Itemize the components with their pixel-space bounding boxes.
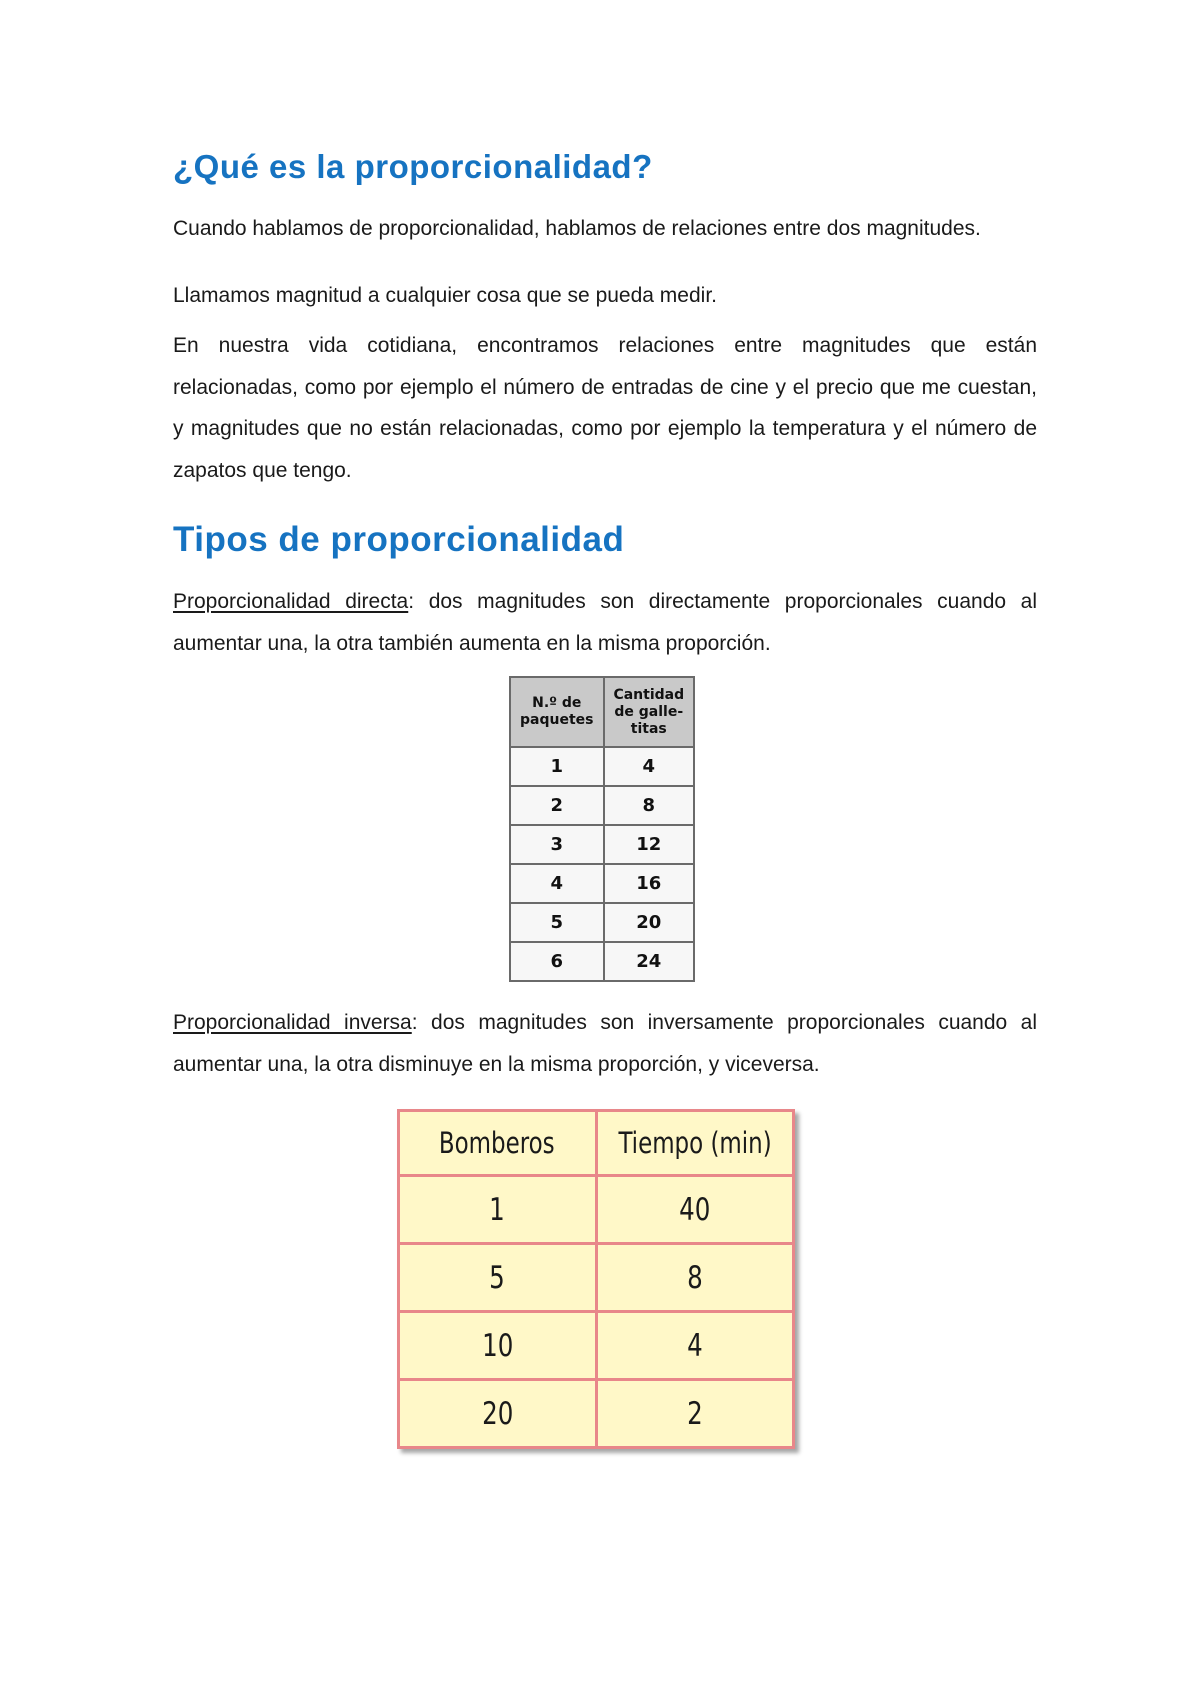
cell: 5 — [399, 1244, 597, 1312]
table-row — [399, 1312, 794, 1380]
cell: 8 — [604, 786, 694, 825]
cell: 1 — [510, 747, 604, 786]
cell: 1 — [399, 1176, 597, 1244]
table-header-row — [399, 1111, 794, 1176]
cell: 4 — [604, 747, 694, 786]
text-directa: : dos magnitudes son directamente proporcionales cuando al aumentar una, la otra también aumenta en la misma proporción. — [173, 590, 1037, 655]
table-directa — [509, 676, 695, 982]
table-header-row — [510, 677, 694, 747]
term-directa: Proporcionalidad directa — [173, 590, 409, 613]
header-paquetes: N.º de paquetes — [510, 677, 604, 747]
cell: 8 — [596, 1244, 794, 1312]
paragraph-vida-cotidiana: En nuestra vida cotidiana, encontramos relaciones entre magnitudes que están relacionadas, como por ejemplo el número de entradas de cine y el precio que me cuestan, y magnitudes que no están relacionadas, como por ejemplo la temperatura y el número de zapatos que tengo. — [173, 334, 1037, 482]
table-row — [510, 903, 694, 942]
text-inversa: : dos magnitudes son inversamente proporcionales cuando al aumentar una, la otra disminuye en la misma proporción, y viceversa. — [173, 1011, 1038, 1076]
cell: 2 — [596, 1380, 794, 1448]
section-title-que-es: ¿Qué es la proporcionalidad? — [173, 148, 653, 185]
header-galletitas: Cantidad de galle- titas — [604, 677, 694, 747]
cell: 24 — [604, 942, 694, 981]
cell: 3 — [510, 825, 604, 864]
paragraph-definition: Cuando hablamos de proporcionalidad, hablamos de relaciones entre dos magnitudes. — [173, 217, 981, 240]
cell: 2 — [510, 786, 604, 825]
cell: 20 — [604, 903, 694, 942]
table-inversa — [397, 1109, 795, 1449]
paragraph-inversa — [173, 1002, 1037, 1085]
table-row — [510, 864, 694, 903]
cell: 16 — [604, 864, 694, 903]
term-inversa: Proporcionalidad inversa — [173, 1011, 412, 1034]
cell: 4 — [596, 1312, 794, 1380]
cell: 4 — [510, 864, 604, 903]
table-row — [399, 1244, 794, 1312]
table-row — [510, 786, 694, 825]
cell: 40 — [596, 1176, 794, 1244]
cell: 5 — [510, 903, 604, 942]
header-bomberos: Bomberos — [399, 1111, 597, 1176]
section-title-tipos: Tipos de proporcionalidad — [173, 520, 625, 559]
cell: 12 — [604, 825, 694, 864]
table-row — [510, 942, 694, 981]
paragraph-directa — [173, 581, 1037, 664]
cell: 10 — [399, 1312, 597, 1380]
table-row — [399, 1380, 794, 1448]
cell: 6 — [510, 942, 604, 981]
cell: 20 — [399, 1380, 597, 1448]
table-row — [510, 825, 694, 864]
paragraph-magnitud: Llamamos magnitud a cualquier cosa que se pueda medir. — [173, 283, 717, 307]
header-tiempo: Tiempo (min) — [596, 1111, 794, 1176]
table-row — [399, 1176, 794, 1244]
document-page — [173, 140, 1037, 1449]
table-row — [510, 747, 694, 786]
